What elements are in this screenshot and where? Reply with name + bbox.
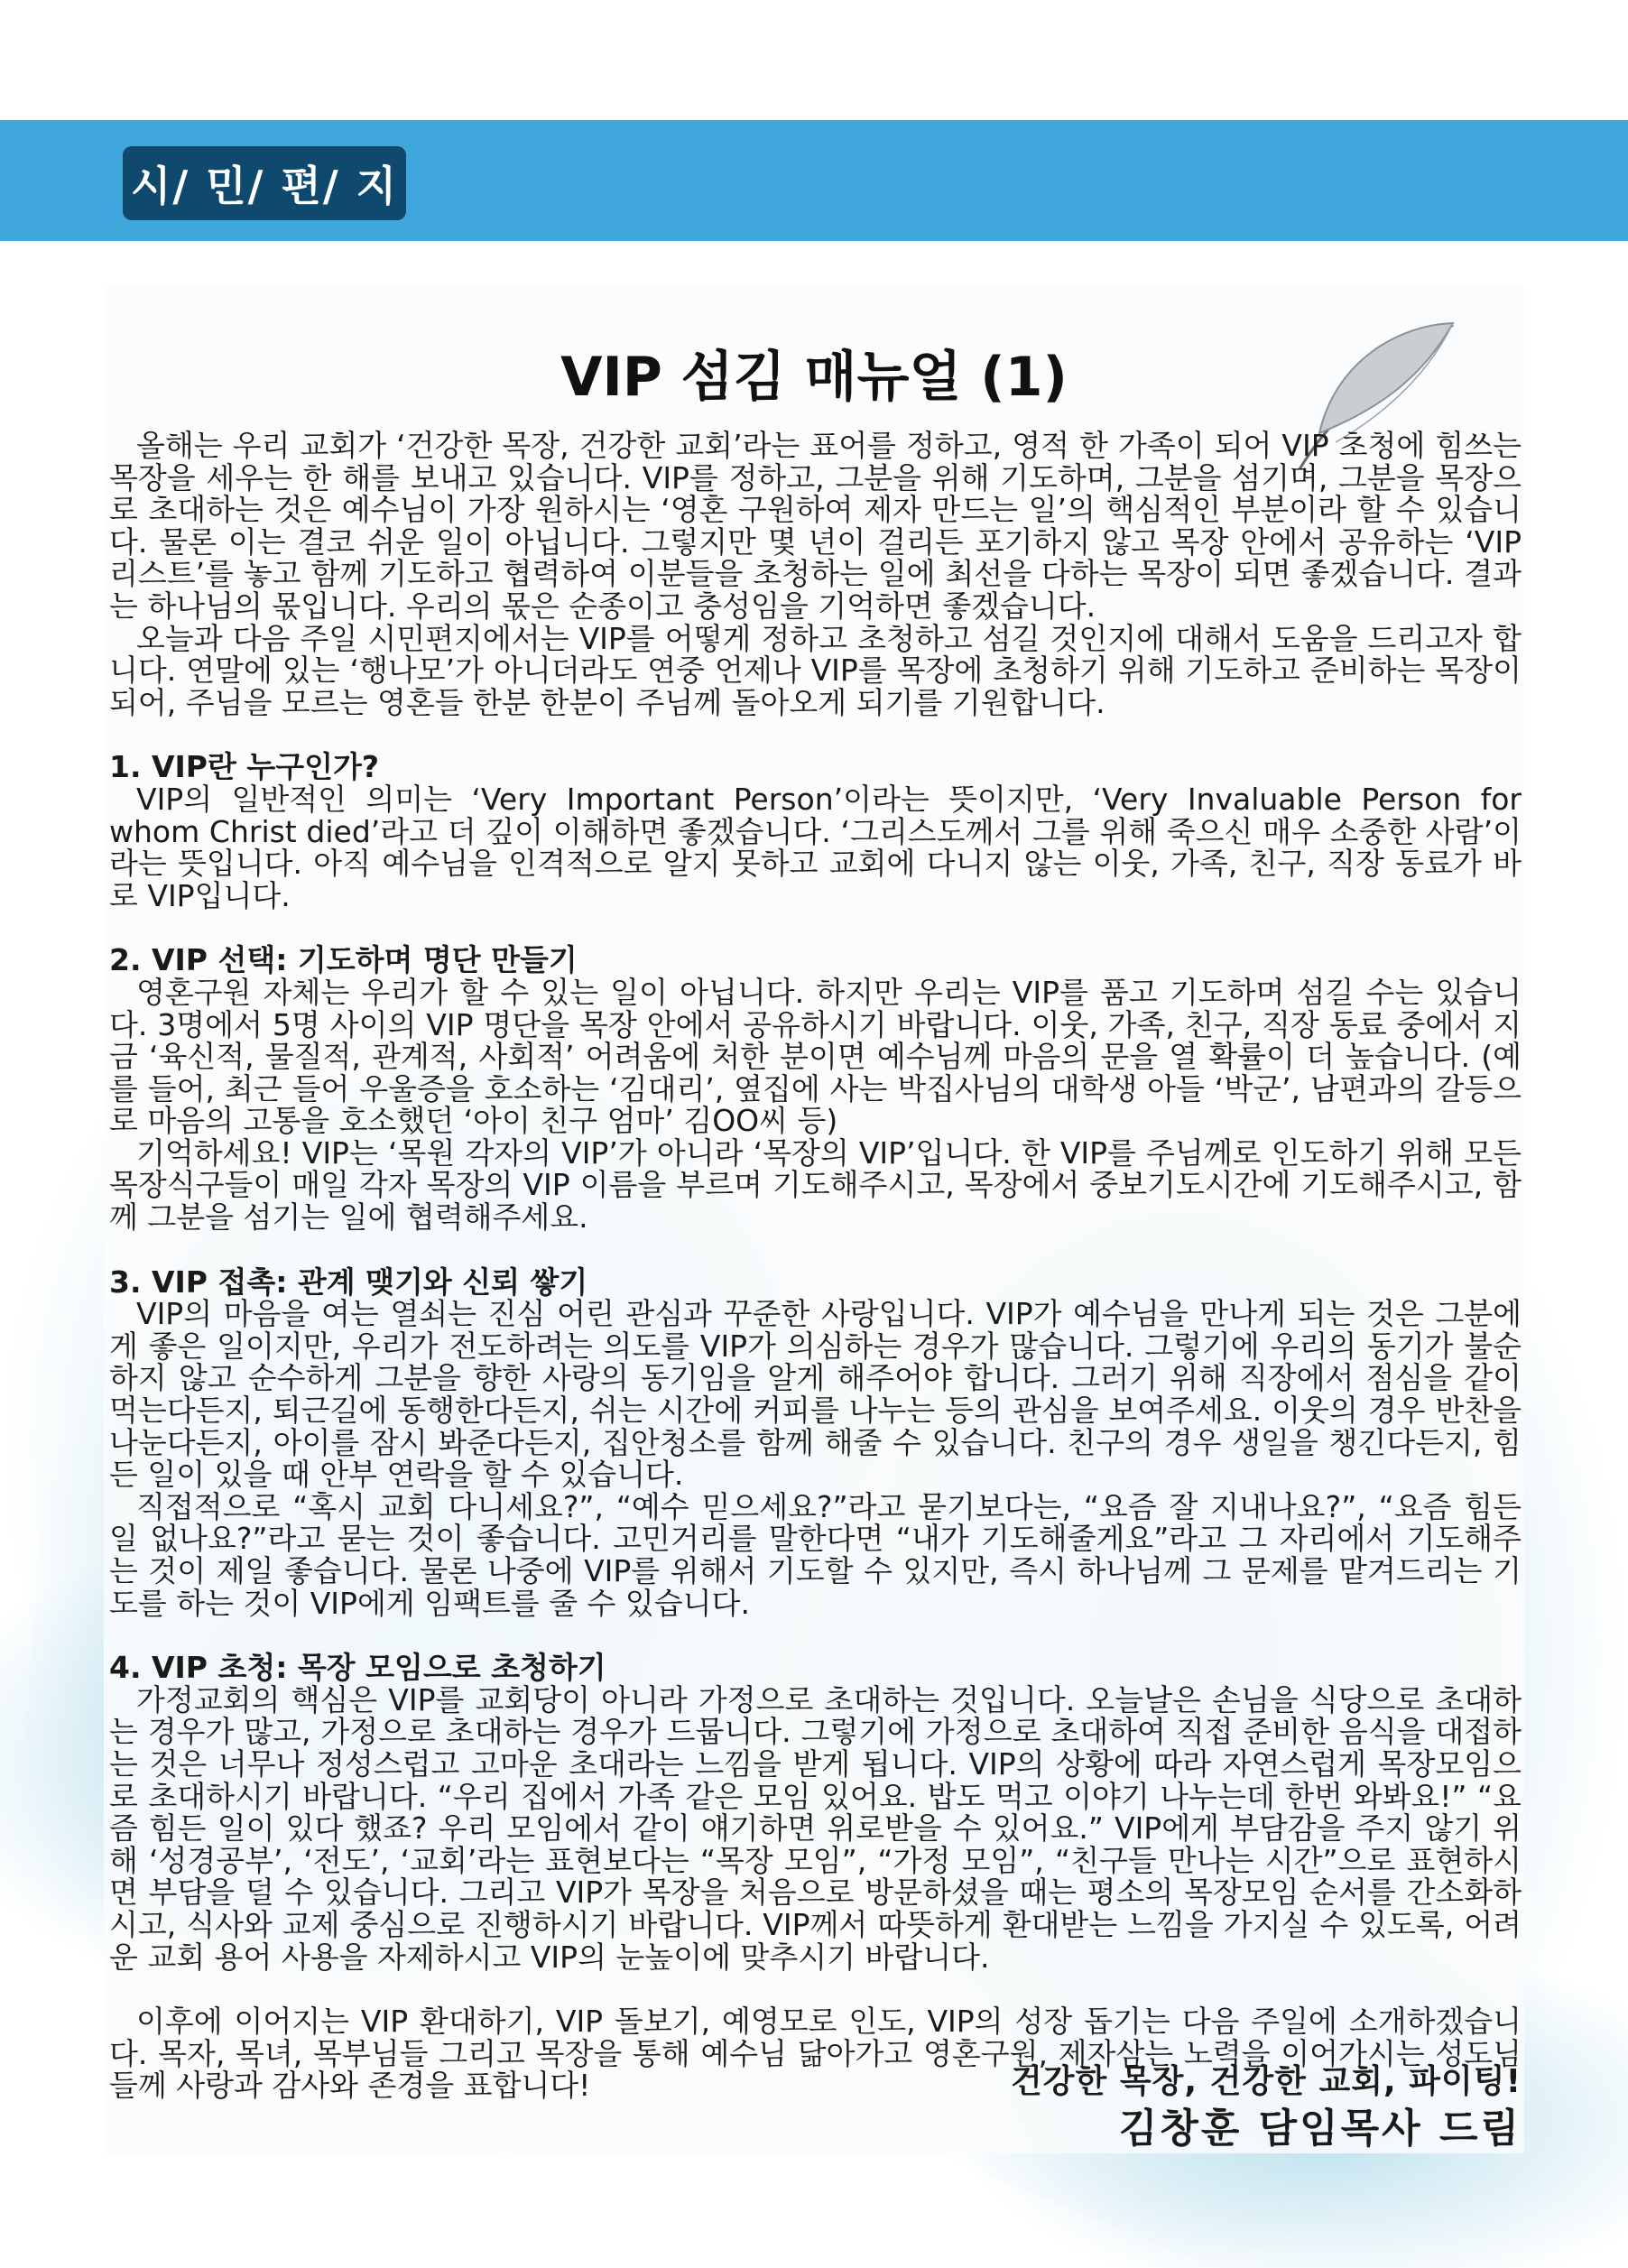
intro-paragraph: 오늘과 다음 주일 시민편지에서는 VIP를 어떻게 정하고 초청하고 섬길 것인지에 대해서 도움을 드리고자 합니다. 연말에 있는 ‘행나모’가 아니더라도 연중 언제나 VIP를 목장에 초청하기 위해 기도하고 준비하는 목장이 되어, 주님을 모르는 영혼들 한분 한분이 주님께 돌아오게 되기를 기원합니다.: [109, 620, 1522, 720]
section-paragraph: 기억하세요! VIP는 ‘목원 각자의 VIP’가 아니라 ‘목장의 VIP’입니다. 한 VIP를 주님께로 인도하기 위해 모든 목장식구들이 매일 각자 목장의 VIP 이름을 부르며 기도해주시고, 목장에서 중보기도시간에 기도해주시고, 함께 그분을 섬기는 일에 협력해주세요.: [109, 1134, 1522, 1236]
section-heading: 3. VIP 접촉: 관계 맺기와 신뢰 쌓기: [109, 1264, 588, 1300]
intro-paragraph: 올해는 우리 교회가 ‘건강한 목장, 건강한 교회’라는 표어를 정하고, 영적 한 가족이 되어 VIP 초청에 힘쓰는 목장을 세우는 한 해를 보내고 있습니다. VIP를 정하고, 그분을 위해 기도하며, 그분을 섬기며, 그분을 목장으로 초대하는 것은 예수님이 가장 원하시는 ‘영혼 구원하여 제자 만드는 일’의 핵심적인 부분이라 할 수 있습니다. 물론 이는 결코 쉬운 일이 아닙니다. 그렇지만 몇 년이 걸리든 포기하지 않고 목장 안에서 공유하는 ‘VIP 리스트’를 놓고 함께 기도하고 협력하여 이분들을 초청하는 일에 최선을 다하는 목장이 되면 좋겠습니다. 결과는 하나님의 몫입니다. 우리의 몫은 순종이고 충성임을 기억하면 좋겠습니다.: [109, 428, 1522, 624]
letter-body: [109, 430, 1522, 2102]
section-paragraph: 영혼구원 자체는 우리가 할 수 있는 일이 아닙니다. 하지만 우리는 VIP를 품고 기도하며 섬길 수는 있습니다. 3명에서 5명 사이의 VIP 명단을 목장 안에서 공유하시기 바랍니다. 이웃, 가족, 친구, 직장 동료 중에서 지금 ‘육신적, 물질적, 관계적, 사회적’ 어려움에 처한 분이면 예수님께 마음의 문을 열 확률이 더 높습니다. (예를 들어, 최근 들어 우울증을 호소하는 ‘김대리’, 옆집에 사는 박집사님의 대학생 아들 ‘박군’, 남편과의 갈등으로 마음의 고통을 호소했던 ‘아이 친구 엄마’ 김OO씨 등): [109, 974, 1522, 1139]
section-heading: 4. VIP 초청: 목장 모임으로 초청하기: [109, 1650, 606, 1686]
section-paragraph: VIP의 마음을 여는 열쇠는 진심 어린 관심과 꾸준한 사랑입니다. VIP가 예수님을 만나게 되는 것은 그분에게 좋은 일이지만, 우리가 전도하려는 의도를 VIP가 의심하는 경우가 많습니다. 그렇기에 우리의 동기가 불순하지 않고 순수하게 그분을 향한 사랑의 동기임을 알게 해주어야 합니다. 그러기 위해 직장에서 점심을 같이 먹는다든지, 퇴근길에 동행한다든지, 쉬는 시간에 커피를 나누는 등의 관심을 보여주세요. 이웃의 경우 반찬을 나눈다든지, 아이를 잠시 봐준다든지, 집안청소를 함께 해줄 수 있습니다. 친구의 경우 생일을 챙긴다든지, 힘든 일이 있을 때 안부 연락을 할 수 있습니다.: [109, 1296, 1522, 1493]
section-paragraph: 직접적으로 “혹시 교회 다니세요?”, “예수 믿으세요?”라고 묻기보다는, “요즘 잘 지내나요?”, “요즘 힘든 일 없나요?”라고 묻는 것이 좋습니다. 고민거리를 말한다면 “내가 기도해줄게요”라고 그 자리에서 기도해주는 것이 제일 좋습니다. 물론 나중에 VIP를 위해서 기도할 수 있지만, 즉시 하나님께 그 문제를 맡겨드리는 기도를 하는 것이 VIP에게 임팩트를 줄 수 있습니다.: [109, 1488, 1522, 1621]
section-badge: 시/ 민/ 편/ 지: [123, 146, 406, 220]
signature: 김창훈 담임목사 드림: [1118, 2106, 1522, 2152]
closing-slogan: 건강한 목장, 건강한 교회, 파이팅!: [1011, 2063, 1522, 2100]
outro-paragraph: 이후에 이어지는 VIP 환대하기, VIP 돌보기, 예영모로 인도, VIP의 성장 돕기는 다음 주일에 소개하겠습니다. 목자, 목녀, 목부님들 그리고 목장을 통해 예수님 닮아가고 영혼구원, 제자삼는 노력을 이어가시는 성도님들께 사랑과 감사와 존경을 표합니다!: [109, 2004, 1522, 2104]
closing-block: [1011, 2060, 1522, 2154]
section-paragraph: 가정교회의 핵심은 VIP를 교회당이 아니라 가정으로 초대하는 것입니다. 오늘날은 손님을 식당으로 초대하는 경우가 많고, 가정으로 초대하는 경우가 드뭅니다. 그렇기에 가정으로 초대하여 직접 준비한 음식을 대접하는 것은 너무나 정성스럽고 고마운 초대라는 느낌을 받게 됩니다. VIP의 상황에 따라 자연스럽게 목장모임으로 초대하시기 바랍니다. “우리 집에서 가족 같은 모임 있어요. 밥도 먹고 이야기 나누는데 한번 와봐요!” “요즘 힘든 일이 있다 했죠? 우리 모임에서 같이 얘기하면 위로받을 수 있어요.” VIP에게 부담감을 주지 않기 위해 ‘성경공부’, ‘전도’, ‘교회’라는 표현보다는 “목장 모임”, “가정 모임”, “친구들 만나는 시간”으로 표현하시면 부담을 덜 수 있습니다. 그리고 VIP가 목장을 처음으로 방문하셨을 때는 평소의 목장모임 순서를 간소화하시고, 식사와 교제 중심으로 진행하시기 바랍니다. VIP께서 따뜻하게 환대받는 느낌을 가지실 수 있도록, 어려운 교회 용어 사용을 자제하시고 VIP의 눈높이에 맞추시기 바랍니다.: [109, 1681, 1522, 1975]
section-heading: 2. VIP 선택: 기도하며 명단 만들기: [109, 942, 578, 978]
section-paragraph: VIP의 일반적인 의미는 ‘Very Important Person’이라는 뜻이지만, ‘Very Invaluable Person for whom Christ died’라고 더 깊이 이해하면 좋겠습니다. ‘그리스도께서 그를 위해 죽으신 매우 소중한 사람’이라는 뜻입니다. 아직 예수님을 인격적으로 알지 못하고 교회에 다니지 않는 이웃, 가족, 친구, 직장 동료가 바로 VIP입니다.: [109, 781, 1522, 913]
section-heading: 1. VIP란 누구인가?: [109, 749, 380, 785]
page-title: VIP 섬김 매뉴얼 (1): [560, 346, 1068, 409]
